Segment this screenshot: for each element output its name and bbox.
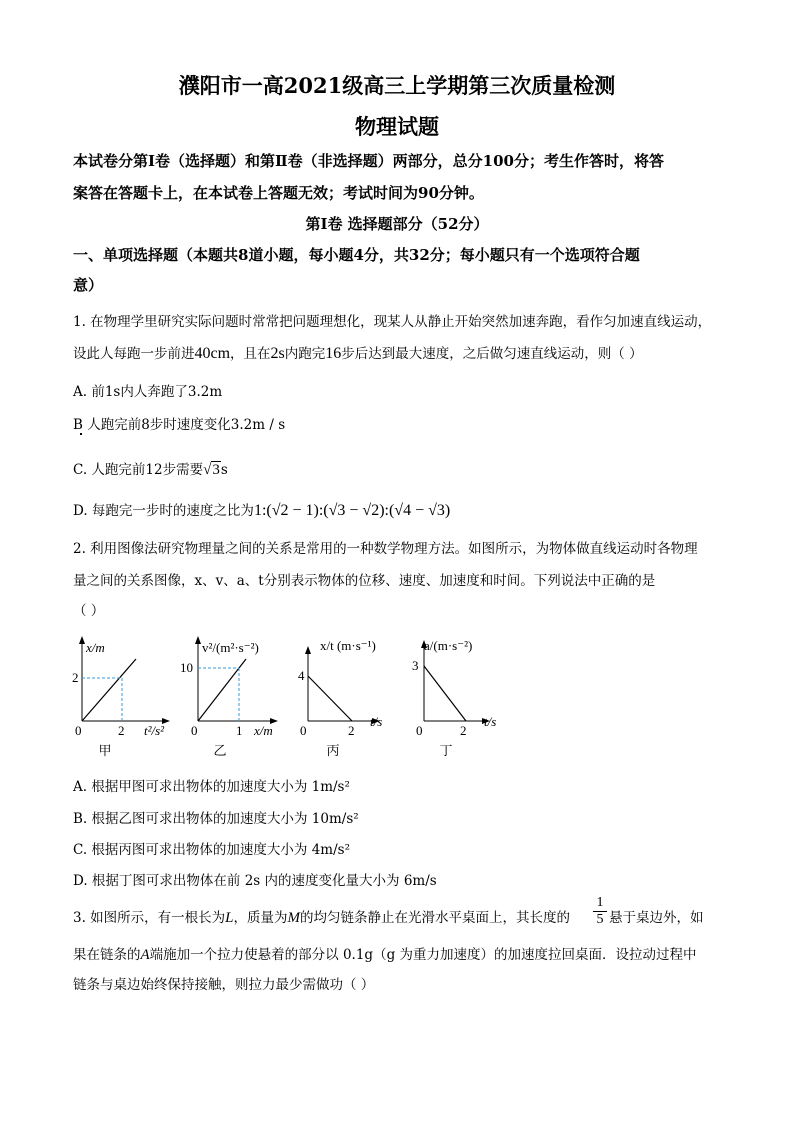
exam-title: 濮阳市一高2021级高三上学期第三次质量检测 (178, 73, 616, 98)
q3-stem-line-3: 链条与桌边始终保持接触，则拉力最少需做功（ ） (73, 977, 375, 993)
q2-option-d: D. 根据丁图可求出物体在前 2s 内的速度变化量大小为 6m/s (73, 873, 437, 889)
q1-option-c-text: C. 人跑完前12步需要 (73, 462, 204, 478)
graph-bing-caption: 丙 (326, 744, 340, 759)
q3-fraction-numerator: 1 (596, 895, 604, 910)
q2-stem-line-1: 2. 利用图像法研究物理量之间的关系是常用的一种数学物理方法。如图所示，为物体做直线运动时各物理 (73, 541, 698, 557)
q3-text: 的均匀链条静止在光滑水平桌面上，其长度的 (300, 910, 571, 926)
graph-bing-x-tick: 2 (348, 723, 355, 738)
graph-yi-y-tick: 10 (180, 660, 193, 675)
q1-text: ，且在 (230, 346, 271, 362)
stray-mark (80, 433, 82, 435)
graph-bing-y-label: x/t (m·s⁻¹) (320, 638, 376, 653)
subject-title: 物理试题 (355, 114, 439, 139)
q1-text: 内跑完 (284, 346, 326, 362)
q1-stem-line-1: 1. 在物理学里研究实际问题时常常把问题理想化，现某人从静止开始突然加速奔跑，看作匀加速直线运动， (73, 314, 712, 330)
q1-option-d (73, 499, 450, 520)
part-title: 第Ⅰ卷 选择题部分（52分） (305, 215, 489, 233)
q3-length-symbol: L (225, 910, 234, 926)
q3-mass-symbol: M (287, 910, 301, 926)
q1-stem-line-2 (73, 342, 643, 363)
q3-text: 端施加一个拉力使悬着的部分以 0.1g（g 为重力加速度）的加速度拉回桌面．设拉动过程中 (149, 947, 697, 963)
q2-stem-line-3: （ ） (73, 603, 105, 619)
q3-text: ，质量为 (233, 910, 288, 926)
q3-fraction-denominator: 5 (593, 911, 607, 928)
graph-ding-line (424, 666, 466, 721)
graph-yi-origin: 0 (191, 723, 198, 738)
graph-ding-y-label: a/(m·s⁻²) (424, 638, 473, 653)
graph-bing-origin: 0 (300, 723, 307, 738)
q1-option-a: A. 前1s内人奔跑了3.2m (73, 384, 223, 400)
q1-option-b: B 人跑完前8步时速度变化3.2m / s (73, 417, 286, 433)
graph-jia-y-label: x/m (86, 640, 105, 655)
q2-option-a: A. 根据甲图可求出物体的加速度大小为 1m/s² (73, 779, 350, 795)
q3-stem-line-2 (73, 943, 697, 964)
q1-option-d-text: D. 每跑完一步时的速度之比为 (73, 503, 254, 519)
q2-option-c: C. 根据丙图可求出物体的加速度大小为 4m/s² (73, 842, 350, 858)
graph-jia-line (82, 659, 136, 721)
graph-yi-x-tick: 1 (236, 723, 243, 738)
q3-text: 果在链条的 (73, 947, 141, 963)
graph-yi-x-label: x/m (254, 723, 273, 738)
graph-yi-y-label: v²/(m²·s⁻²) (202, 640, 259, 655)
graph-jia-y-tick: 2 (72, 670, 79, 685)
instructions-line-1: 本试卷分第Ⅰ卷（选择题）和第Ⅱ卷（非选择题）两部分，总分100分；考生作答时，将答 (73, 152, 664, 170)
q3-stem-line-1 (73, 906, 570, 927)
graph-jia-y-arrow (79, 636, 85, 644)
graph-ding-y-tick: 3 (412, 658, 419, 673)
graph-jia-origin: 0 (75, 723, 82, 738)
q1-text: 设此人每跑一步前进 (73, 346, 195, 362)
q2-stem-line-2: 量之间的关系图像，x、v、a、t分别表示物体的位移、速度、加速度和时间。下列说法中正确的是 (73, 573, 656, 589)
q3-text: 3. 如图所示，有一根长为 (73, 910, 226, 926)
section-heading-line-2: 意） (73, 276, 104, 294)
graph-ding-x-tick: 2 (460, 723, 467, 738)
section-heading-line-1: 一、单项选择题（本题共8道小题，每小题4分，共32分；每小题只有一个选项符合题 (73, 246, 640, 264)
q1-option-c: C. 人跑完前12步需要√3s (73, 462, 228, 478)
graph-ding-origin: 0 (416, 723, 423, 738)
q3-fraction (593, 895, 607, 928)
graph-bing-y-tick: 4 (298, 668, 305, 683)
graph-bing-line (308, 676, 352, 721)
instructions-line-2: 案答在答题卡上，在本试卷上答题无效；考试时间为90分钟。 (73, 184, 484, 202)
graph-jia-x-tick: 2 (118, 723, 125, 738)
graph-ding-caption: 丁 (439, 744, 453, 759)
graph-yi-y-arrow (195, 636, 201, 644)
q1-steps: 16 (325, 345, 342, 362)
graph-ding (400, 632, 530, 747)
q1-option-c-radicand: 3 (212, 462, 220, 478)
graph-ding-x-label: t/s (484, 714, 497, 729)
graph-bing-x-label: t/s (370, 714, 383, 729)
q3-stem-line-1-tail: 悬于桌边外，如 (609, 910, 704, 926)
graph-yi-caption: 乙 (213, 744, 227, 759)
q1-option-d-ratio: 1:(√2 − 1):(√3 − √2):(√4 − √3) (253, 502, 451, 519)
q1-option-c-unit: s (220, 462, 228, 478)
q2-option-b: B. 根据乙图可求出物体的加速度大小为 10m/s² (73, 811, 359, 827)
q1-step-length: 40cm (194, 345, 231, 362)
graph-jia-x-label: t²/s² (144, 723, 165, 738)
q1-time: 2s (270, 345, 285, 362)
graph-jia-caption: 甲 (98, 744, 112, 759)
graph-yi (178, 632, 298, 747)
q3-end-symbol: A (140, 947, 150, 963)
q1-text: 步后达到最大速度，之后做匀速直线运动，则（ ） (341, 346, 643, 362)
graph-bing-y-arrow (305, 646, 311, 654)
graph-jia (60, 632, 180, 747)
